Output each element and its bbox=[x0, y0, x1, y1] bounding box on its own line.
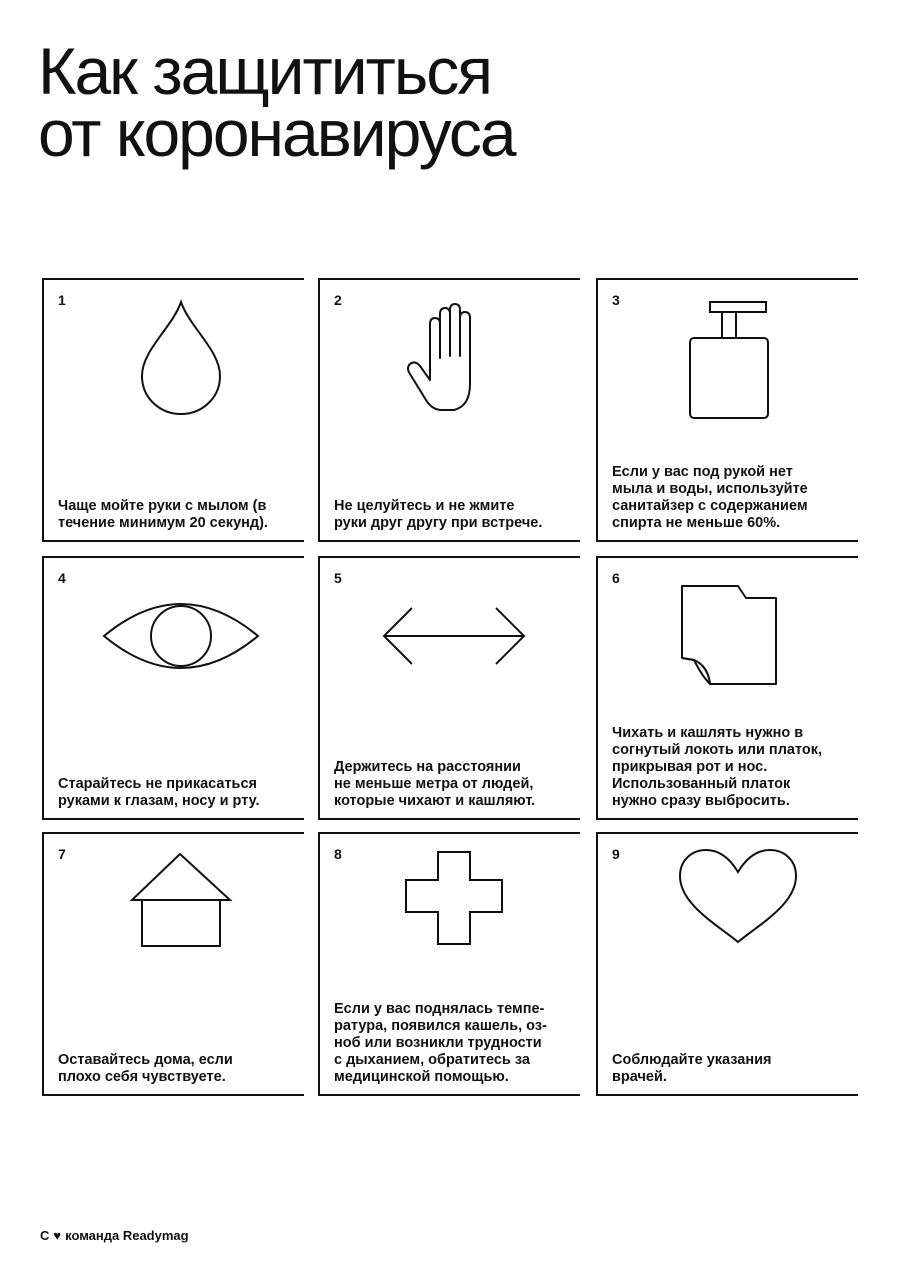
tip-number: 3 bbox=[612, 292, 620, 308]
tip-card-7 bbox=[42, 832, 304, 1096]
tip-text: Чихать и кашлять нужно в согнутый локоть или платок, прикрывая рот и нос. Использованный платок нужно сразу выбросить. bbox=[612, 725, 823, 809]
footer-author: команда Readymag bbox=[65, 1228, 189, 1243]
tip-number: 4 bbox=[58, 570, 66, 586]
tip-number: 9 bbox=[612, 846, 620, 862]
tip-number: 7 bbox=[58, 846, 66, 862]
tip-text: Соблюдайте указания врачей. bbox=[612, 1052, 772, 1085]
tip-text: Не целуйтесь и не жмите руки друг другу при встрече. bbox=[334, 498, 543, 531]
soap-dispenser-icon bbox=[598, 288, 860, 438]
heart-icon bbox=[598, 842, 860, 992]
tip-card-1 bbox=[42, 278, 304, 542]
footer-prefix: С bbox=[40, 1228, 50, 1243]
title-line-1: Как защититься bbox=[38, 34, 491, 108]
heart-icon: ♥ bbox=[53, 1228, 62, 1243]
tip-card-8 bbox=[318, 832, 580, 1096]
tip-card-9 bbox=[596, 832, 858, 1096]
tip-text: Старайтесь не прикасаться руками к глазам, носу и рту. bbox=[58, 776, 260, 809]
footer-credit bbox=[40, 1228, 189, 1243]
house-icon bbox=[44, 842, 306, 992]
tip-card-2 bbox=[318, 278, 580, 542]
tip-card-5 bbox=[318, 556, 580, 820]
eye-icon bbox=[44, 566, 306, 716]
tip-card-6 bbox=[596, 556, 858, 820]
tip-text: Держитесь на расстоянии не меньше метра от людей, которые чихают и кашляют. bbox=[334, 759, 536, 809]
title-line-2: от коронавируса bbox=[38, 96, 515, 170]
tip-number: 8 bbox=[334, 846, 342, 862]
tip-number: 2 bbox=[334, 292, 342, 308]
tissue-icon bbox=[598, 566, 860, 716]
page-title bbox=[38, 34, 515, 170]
tip-text: Если у вас поднялась темпе- ратура, появился кашель, оз- ноб или возникли трудности с дыханием, обратитесь за медицинской помощью. bbox=[334, 1001, 547, 1085]
tip-number: 6 bbox=[612, 570, 620, 586]
tip-number: 5 bbox=[334, 570, 342, 586]
tip-card-3 bbox=[596, 278, 858, 542]
tip-number: 1 bbox=[58, 292, 66, 308]
tip-text: Чаще мойте руки с мылом (в течение минимум 20 секунд). bbox=[58, 498, 268, 531]
hand-icon bbox=[320, 288, 582, 438]
tip-text: Оставайтесь дома, если плохо себя чувствуете. bbox=[58, 1052, 233, 1085]
double-arrow-icon bbox=[320, 566, 582, 716]
drop-icon bbox=[44, 288, 306, 438]
medical-cross-icon bbox=[320, 842, 582, 992]
tip-text: Если у вас под рукой нет мыла и воды, используйте санитайзер с содержанием спирта не меньше 60%. bbox=[612, 464, 808, 531]
tip-card-4 bbox=[42, 556, 304, 820]
